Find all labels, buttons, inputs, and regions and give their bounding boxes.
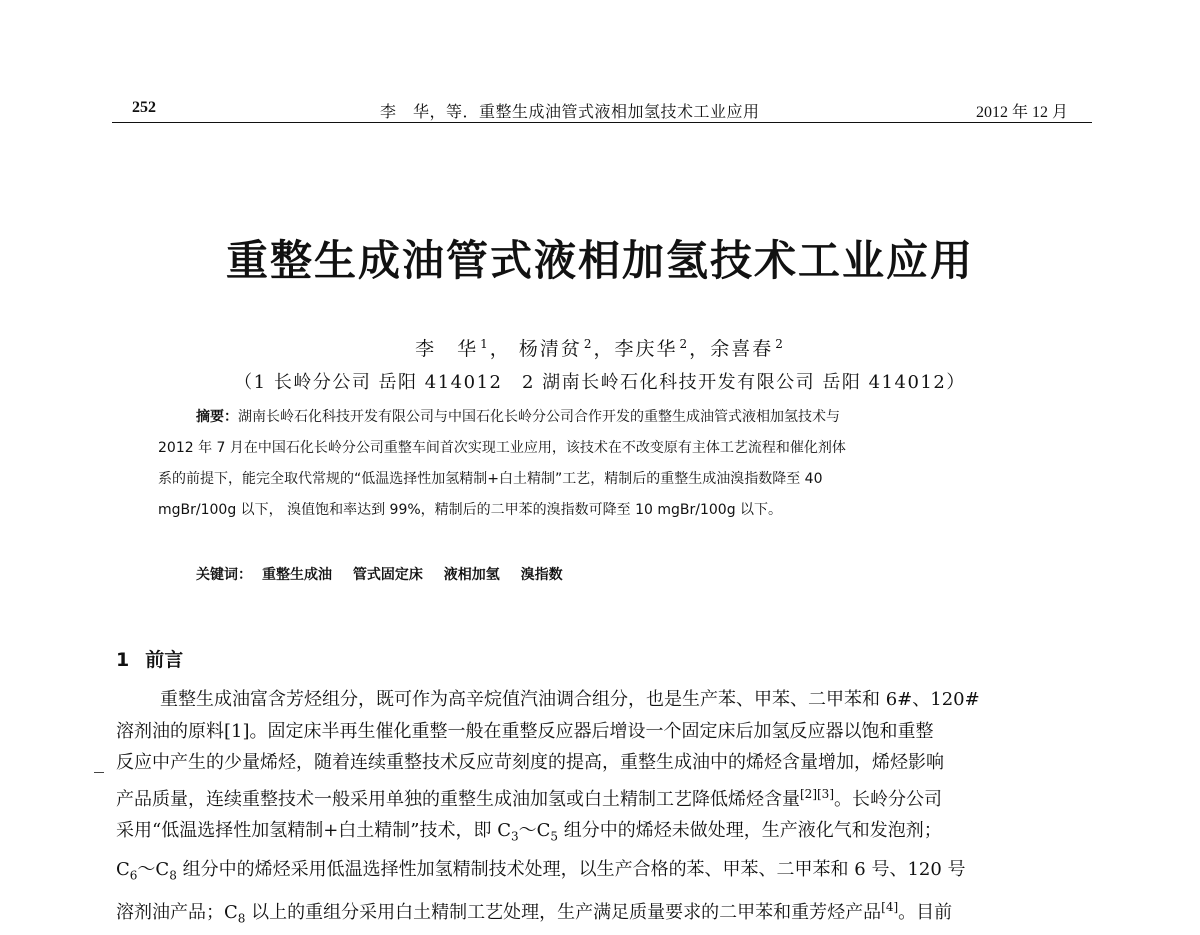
body-text-run: 溶剂油产品；C	[116, 901, 238, 923]
margin-mark	[94, 772, 104, 773]
body-line	[116, 892, 1096, 935]
keyword: 溴指数	[520, 567, 563, 583]
body-line: 溶剂油的原料[1]。固定床半再生催化重整一般在重整反应器后增设一个固定床后加氢反应器以饱和重整	[116, 720, 934, 742]
subscript: 8	[169, 868, 177, 883]
body-line	[116, 815, 1096, 853]
author-affil-mark: 2	[679, 336, 690, 351]
keyword: 液相加氢	[443, 567, 500, 583]
keywords-label: 关键词：	[196, 567, 252, 583]
abstract	[158, 402, 1058, 526]
abstract-text: 湖南长岭石化科技开发有限公司与中国石化长岭分公司合作开发的重整生成油管式液相加氢技术与	[238, 409, 840, 425]
body-text-run: 组分中的烯烃未做处理，生产液化气和发泡剂；	[558, 820, 942, 842]
body-text-run: 。长岭分公司	[834, 788, 942, 810]
citation: [4]	[881, 899, 899, 914]
author-affil-mark: 2	[583, 336, 594, 351]
running-header	[112, 96, 1092, 123]
author-affil-mark: 2	[775, 336, 785, 351]
citation: [2][3]	[800, 786, 834, 801]
abstract-line: mgBr/100g 以下， 溴值饱和率达到 99%，精制后的二甲苯的溴指数可降至 10 mgBr/100g 以下。	[158, 502, 783, 518]
body-line	[116, 779, 1096, 816]
body-line	[116, 854, 1096, 892]
abstract-line: 2012 年 7 月在中国石化长岭分公司重整车间首次实现工业应用，该技术在不改变原有主体工艺流程和催化剂体	[158, 440, 846, 456]
subscript: 3	[510, 829, 519, 844]
keywords	[196, 564, 569, 584]
subscript: 5	[550, 829, 559, 844]
body-text-run: ～C	[518, 820, 551, 842]
body-text-run: C	[116, 858, 130, 880]
affiliation: （1 长岭分公司 岳阳 414012 2 湖南长岭石化科技开发有限公司 岳阳 414012）	[234, 372, 966, 393]
header-date: 2012 年 12 月	[975, 104, 1068, 121]
author-name: 杨清贫	[518, 338, 582, 360]
body-text-run: ～C	[137, 858, 170, 880]
body-text-run: 组分中的烯烃采用低温选择性加氢精制技术处理，以生产合格的苯、甲苯、二甲苯和 6 号、120 号	[176, 858, 966, 880]
body-line: 重整生成油富含芳烃组分，既可作为高辛烷值汽油调合组分，也是生产苯、甲苯、二甲苯和 6#、120#	[160, 689, 980, 710]
author-name: 李 华	[415, 338, 479, 360]
section-title: 前言	[145, 649, 184, 671]
abstract-line	[158, 402, 1058, 433]
author-name: 李庆华	[614, 338, 678, 360]
subscript: 6	[129, 868, 138, 883]
body-text-run: 。目前	[898, 901, 953, 923]
author-name: 余喜春	[710, 338, 774, 360]
body-text-run: 以上的重组分采用白土精制工艺处理，生产满足质量要求的二甲苯和重芳烃产品	[245, 901, 882, 923]
keyword: 重整生成油	[262, 567, 332, 583]
paper-title: 重整生成油管式液相加氢技术工业应用	[225, 236, 974, 285]
header-page-number: 252	[132, 99, 156, 116]
body-line: 反应中产生的少量烯烃，随着连续重整技术反应苛刻度的提高，重整生成油中的烯烃含量增加，烯烃影响	[116, 752, 944, 774]
body-paragraph	[116, 684, 1096, 935]
header-running-title: 李 华，等．重整生成油管式液相加氢技术工业应用	[380, 104, 760, 121]
body-text-run: 产品质量，连续重整技术一般采用单独的重整生成油加氢或白土精制工艺降低烯烃含量	[116, 788, 800, 810]
subscript: 8	[237, 911, 246, 926]
section-number: 1	[116, 649, 130, 671]
keyword: 管式固定床	[352, 567, 423, 583]
abstract-line: 系的前提下，能完全取代常规的“低温选择性加氢精制+白土精制”工艺，精制后的重整生成油溴指数降至 40	[158, 471, 823, 487]
author-list: 李 华 $^1$， 杨清贫 $^2$，李庆华 $^2$，余喜春 $^2$	[415, 336, 785, 360]
section-heading	[116, 645, 183, 672]
abstract-label: 摘要：	[196, 409, 238, 425]
author-affil-mark: 1	[480, 336, 490, 351]
body-text-run: 采用“低温选择性加氢精制+白土精制”技术，即 C	[116, 820, 511, 842]
